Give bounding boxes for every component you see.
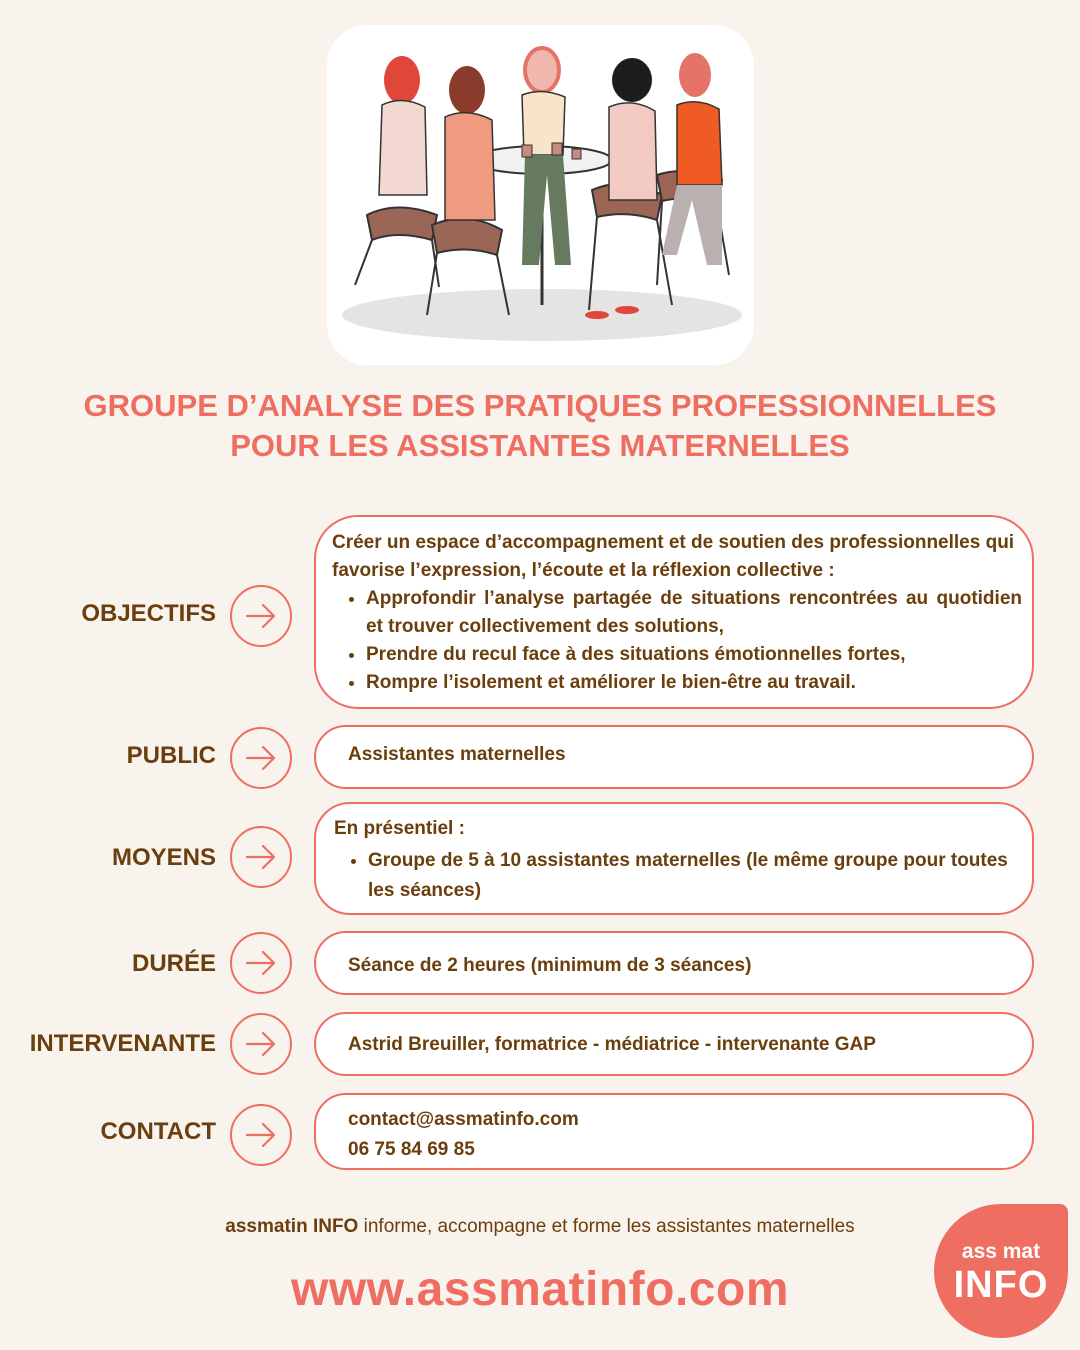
objectifs-bullet-2: • Prendre du recul face à des situations émotionnelles fortes,: [366, 641, 1022, 669]
objectifs-intro: Créer un espace d’accompagnement et de soutien des professionnelles qui favorise l’expression, l’écoute et la réflexion collective :: [332, 532, 1015, 581]
footer-tagline-text: informe, accompagne et forme les assistantes maternelles: [358, 1216, 855, 1237]
public-arrow-icon: [230, 727, 292, 789]
duree-text: Séance de 2 heures (minimum de 3 séances): [348, 955, 752, 976]
title-line-1: GROUPE D’ANALYSE DES PRATIQUES PROFESSIONNELLES: [83, 388, 997, 423]
page-title: [0, 386, 1080, 466]
objectifs-bullet-3: • Rompre l’isolement et améliorer le bien-être au travail.: [366, 669, 1022, 697]
footer-brand: assmatin INFO: [225, 1216, 359, 1237]
contact-label: CONTACT: [100, 1118, 216, 1145]
objectifs-label: OBJECTIFS: [81, 600, 216, 627]
duree-label: DURÉE: [131, 950, 216, 977]
moyens-intro: En présentiel :: [334, 818, 465, 839]
objectifs-arrow-icon: [230, 585, 292, 647]
contact-email[interactable]: contact@assmatinfo.com: [348, 1109, 579, 1130]
contact-box: [314, 1093, 1034, 1170]
logo-line-2: INFO: [953, 1264, 1049, 1306]
logo-line-1: ass mat: [961, 1240, 1041, 1263]
objectifs-box: [314, 515, 1034, 709]
assmat-info-logo: [934, 1204, 1068, 1338]
moyens-arrow-icon: [230, 826, 292, 888]
public-label: PUBLIC: [126, 742, 216, 769]
intervenante-arrow-icon: [230, 1013, 292, 1075]
intervenante-text: Astrid Breuiller, formatrice - médiatrice - intervenante GAP: [348, 1034, 876, 1055]
footer-tagline: [0, 1216, 1080, 1238]
intervenante-box: [314, 1012, 1034, 1076]
contact-arrow-icon: [230, 1104, 292, 1166]
public-box: [314, 725, 1034, 789]
group-meeting-illustration: [327, 25, 754, 365]
website-link[interactable]: www.assmatinfo.com: [291, 1263, 789, 1316]
contact-phone[interactable]: 06 75 84 69 85: [348, 1139, 475, 1160]
public-text: Assistantes maternelles: [348, 744, 566, 765]
duree-arrow-icon: [230, 932, 292, 994]
objectifs-bullet-1: • Approfondir l’analyse partagée de situations rencontrées au quotidien et trouver collectivement des solutions,: [366, 585, 1022, 641]
duree-box: [314, 931, 1034, 995]
title-line-2: POUR LES ASSISTANTES MATERNELLES: [230, 428, 850, 463]
moyens-bullet-1: • Groupe de 5 à 10 assistantes maternelles (le même groupe pour toutes les séances): [368, 846, 1022, 906]
intervenante-label: INTERVENANTE: [29, 1030, 216, 1057]
moyens-label: MOYENS: [111, 844, 216, 871]
moyens-box: [314, 802, 1034, 915]
